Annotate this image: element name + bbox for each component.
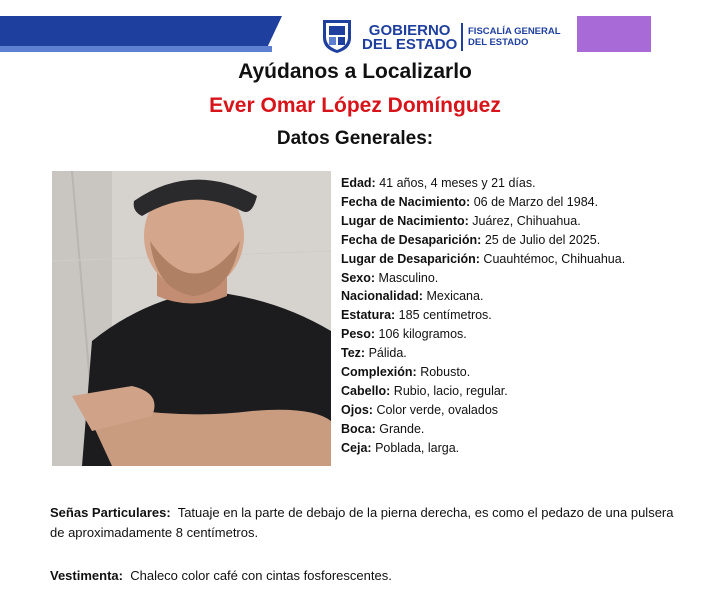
detail-nacionalidad: [341, 287, 661, 306]
detail-value: Color verde, ovalados: [376, 402, 499, 417]
detail-fecha-desaparicion: [341, 231, 661, 250]
detail-lugar-desaparicion: [341, 250, 661, 269]
header-blue-band-accent: [0, 46, 272, 52]
gobierno-line-2: DEL ESTADO: [362, 36, 458, 53]
detail-label: Estatura:: [341, 308, 396, 323]
detail-complexion: [341, 363, 661, 382]
distinguishing-marks: [50, 503, 680, 543]
detail-label: Fecha de Nacimiento:: [341, 194, 471, 209]
vestimenta-label: Vestimenta:: [50, 568, 123, 583]
detail-label: Ojos:: [341, 402, 373, 417]
detail-label: Nacionalidad:: [341, 289, 423, 304]
detail-cabello: [341, 382, 661, 401]
detail-value: Juárez, Chihuahua.: [472, 213, 581, 228]
poster-heading: Ayúdanos a Localizarlo: [238, 60, 472, 83]
detail-value: 06 de Marzo del 1984.: [473, 194, 599, 209]
detail-value: 41 años, 4 meses y 21 días.: [379, 176, 536, 190]
detail-value: Robusto.: [420, 365, 471, 380]
fiscalia-logo-text: [468, 26, 561, 48]
detail-value: 106 kilogramos.: [378, 327, 467, 342]
vestimenta-value: Chaleco color café con cintas fosforescentes.: [130, 568, 392, 583]
detail-value: Poblada, larga.: [375, 440, 460, 455]
detail-value: Cuauhtémoc, Chihuahua.: [483, 251, 626, 266]
header-purple-band: [577, 16, 651, 52]
section-title: Datos Generales:: [276, 128, 434, 149]
detail-lugar-nacimiento: [341, 212, 661, 231]
detail-value: Rubio, lacio, regular.: [393, 383, 508, 398]
detail-value: 25 de Julio del 2025.: [484, 232, 601, 247]
detail-label: Cabello:: [341, 383, 391, 398]
detail-value: Mexicana.: [426, 289, 484, 304]
detail-ojos: [341, 401, 661, 420]
senas-label: Señas Particulares:: [50, 505, 171, 520]
detail-ceja: [341, 439, 661, 458]
missing-person-photo: [52, 171, 331, 466]
fiscalia-line-1: FISCALÍA GENERAL: [468, 26, 561, 37]
detail-label: Lugar de Desaparición:: [341, 251, 480, 266]
detail-label: Ceja:: [341, 440, 372, 455]
detail-label: Sexo:: [341, 270, 376, 285]
logo-divider: [461, 23, 463, 51]
missing-person-name: Ever Omar López Domínguez: [209, 94, 501, 117]
detail-peso: [341, 325, 661, 344]
photo-illustration: [52, 171, 331, 466]
detail-value: Grande.: [379, 421, 425, 436]
detail-estatura: [341, 306, 661, 325]
detail-label: Edad:: [341, 176, 376, 190]
detail-fecha-nacimiento: [341, 193, 661, 212]
detail-boca: [341, 420, 661, 439]
detail-label: Lugar de Nacimiento:: [341, 213, 469, 228]
senas-value: Tatuaje en la parte de debajo de la pierna derecha, es como el pedazo de una pulsera de aproximadamente 8 centímetros.: [50, 505, 674, 540]
detail-edad: [341, 174, 661, 193]
detail-value: Masculino.: [378, 270, 439, 285]
detail-label: Complexión:: [341, 365, 417, 380]
gobierno-logo-text: [362, 24, 457, 52]
general-data-list: [341, 174, 661, 458]
clothing: [50, 566, 680, 586]
detail-tez: [341, 344, 661, 363]
detail-sexo: [341, 269, 661, 288]
detail-label: Boca:: [341, 421, 376, 436]
detail-value: 185 centímetros.: [398, 308, 492, 323]
detail-label: Tez:: [341, 346, 366, 361]
detail-label: Peso:: [341, 327, 376, 342]
state-shield-icon: [320, 18, 354, 54]
detail-label: Fecha de Desaparición:: [341, 232, 482, 247]
fiscalia-line-2: DEL ESTADO: [468, 37, 529, 48]
detail-value: Pálida.: [368, 346, 407, 361]
gobierno-line-1: GOBIERNO: [368, 22, 451, 39]
